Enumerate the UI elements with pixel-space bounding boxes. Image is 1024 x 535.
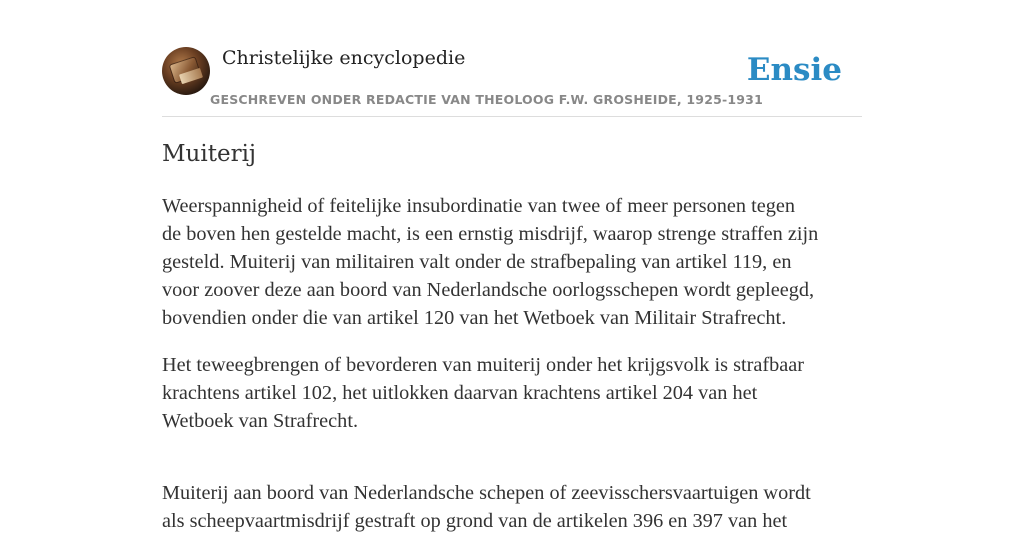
site-title[interactable]: Christelijke encyclopedie — [222, 47, 466, 69]
paragraph-line: Het teweegbrengen of bevorderen van muiterij onder het krijgsvolk is strafbaar — [162, 354, 805, 376]
article-paragraph — [162, 479, 862, 535]
article-title: Muiterij — [162, 141, 257, 167]
article-body — [162, 192, 862, 535]
site-subtitle: GESCHREVEN ONDER REDACTIE VAN THEOLOOG F.W. GROSHEIDE, 1925-1931 — [210, 92, 763, 107]
paragraph-line: bovendien onder die van artikel 120 van het Wetboek van Militair Strafrecht. — [162, 307, 787, 329]
paragraph-line: Weerspannigheid of feitelijke insubordinatie van twee of meer personen tegen — [162, 195, 796, 217]
paragraph-line: voor zoover deze aan boord van Nederlandsche oorlogsschepen wordt gepleegd, — [162, 279, 815, 301]
brand-logo-link[interactable]: Ensie — [746, 52, 842, 88]
article-paragraph — [162, 351, 862, 435]
site-avatar[interactable] — [162, 47, 210, 95]
paragraph-line: Muiterij aan boord van Nederlandsche schepen of zeevisschersvaartuigen wordt — [162, 482, 811, 504]
paragraph-line: de boven hen gestelde macht, is een ernstig misdrijf, waarop strenge straffen zijn — [162, 223, 819, 245]
article-paragraph — [162, 192, 862, 332]
site-header — [162, 46, 862, 117]
paragraph-spacer — [162, 332, 862, 351]
paragraph-line: gesteld. Muiterij van militairen valt onder de strafbepaling van artikel 119, en — [162, 251, 792, 273]
paragraph-line: krachtens artikel 102, het uitlokken daarvan krachtens artikel 204 van het — [162, 382, 758, 404]
paragraph-line: Wetboek van Strafrecht. — [162, 410, 359, 432]
paragraph-line: als scheepvaartmisdrijf gestraft op grond van de artikelen 396 en 397 van het — [162, 510, 788, 532]
paragraph-spacer — [162, 435, 862, 479]
